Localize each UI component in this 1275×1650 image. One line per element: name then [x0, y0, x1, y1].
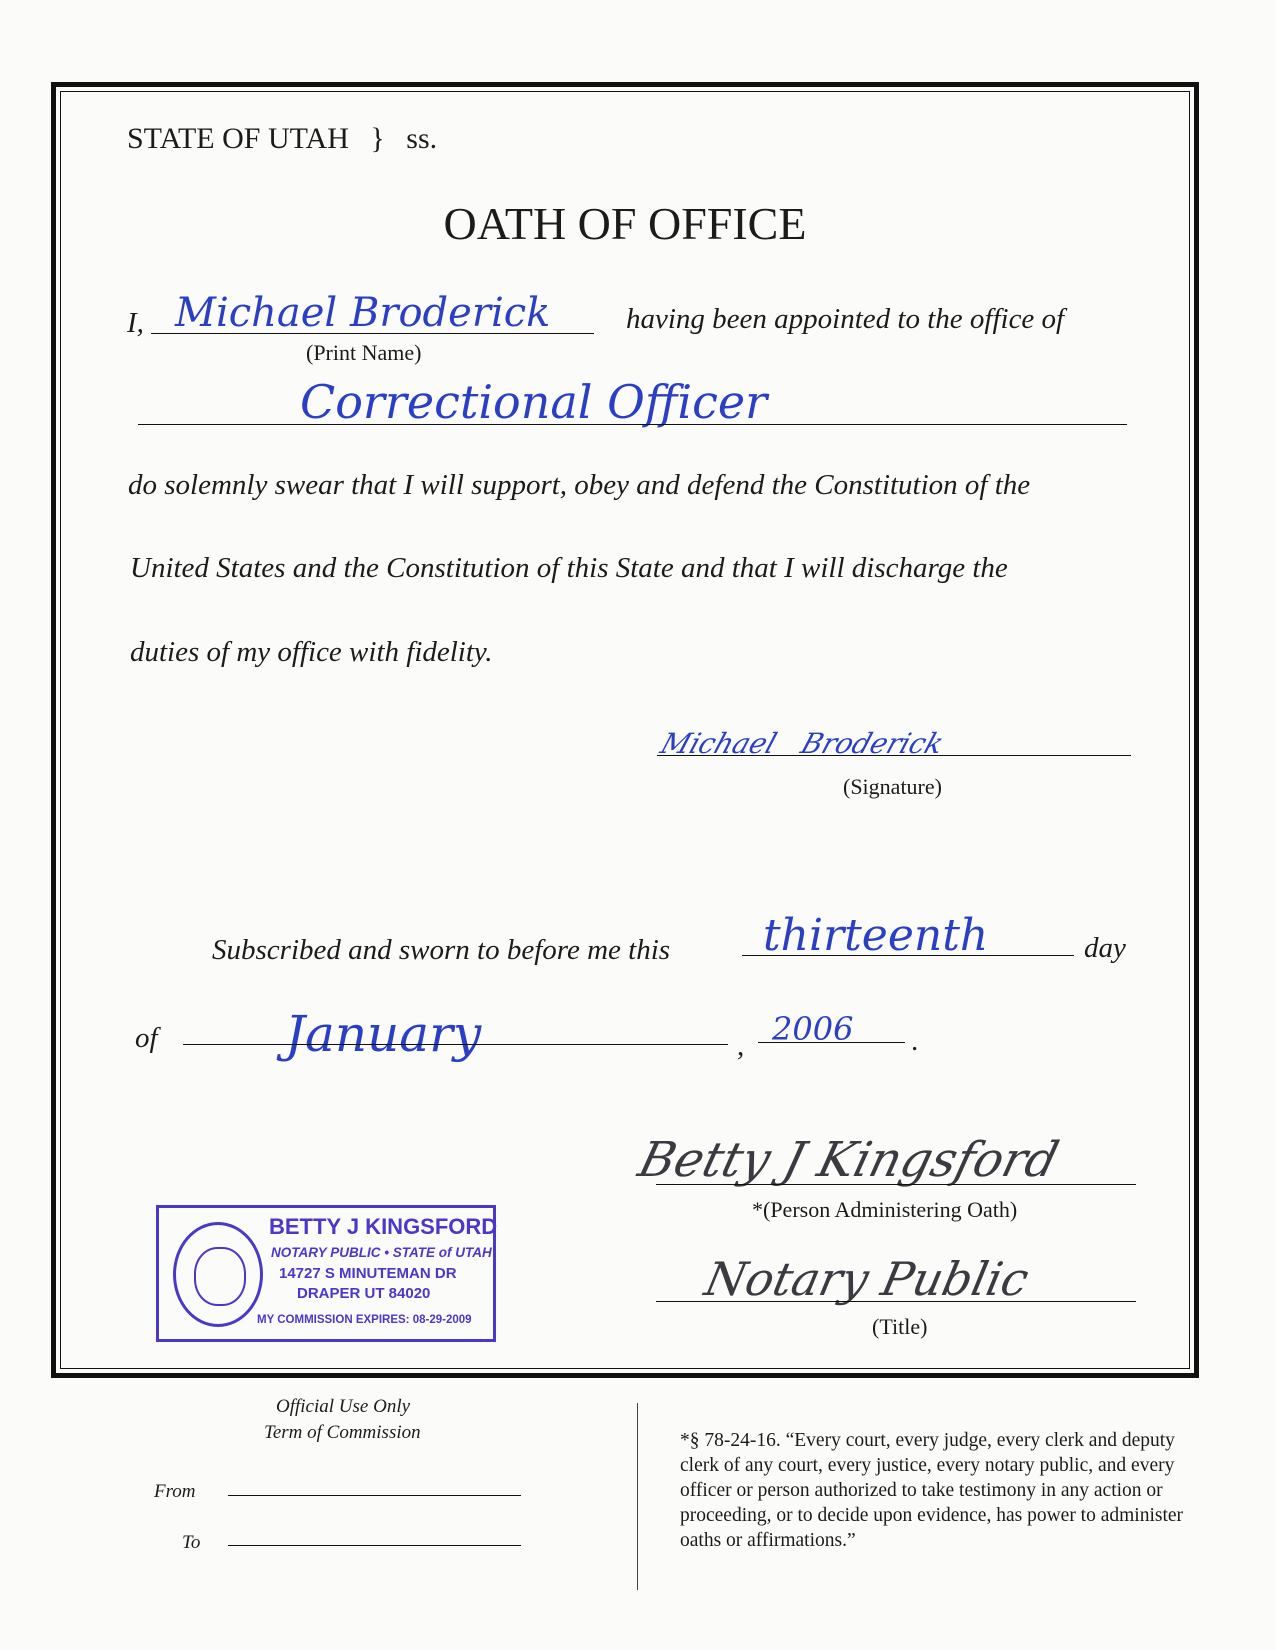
signature-label: (Signature) [843, 774, 942, 799]
stamp-line-4: DRAPER UT 84020 [297, 1285, 431, 1302]
appointed-text: having been appointed to the office of [626, 303, 1065, 335]
title-line [656, 1301, 1136, 1302]
office-handwritten: Correctional Officer [300, 375, 768, 429]
i-prefix: I, [127, 307, 144, 339]
stamp-line-5: MY COMMISSION EXPIRES: 08-29-2009 [257, 1314, 472, 1326]
notary-signature: Betty J Kingsford [633, 1132, 1064, 1188]
office-field-line [138, 424, 1127, 425]
of-label: of [135, 1022, 158, 1054]
lower-divider [637, 1403, 638, 1590]
notary-stamp [156, 1205, 496, 1342]
subscribed-text: Subscribed and sworn to before me this [212, 934, 671, 966]
month-handwritten: January [285, 1005, 482, 1063]
statute-note: *§ 78-24-16. “Every court, every judge, every clerk and deputy clerk of any court, every justice, every notary public, and every officer or person authorized to take testimony in any action or proceeding, or to decide upon evidence, has power to administer oaths or affirmations.” [680, 1430, 1184, 1551]
stamp-line-3: 14727 S MINUTEMAN DR [279, 1265, 457, 1282]
administrator-label: *(Person Administering Oath) [752, 1197, 1018, 1222]
state-heading [127, 122, 437, 156]
brace: } [370, 122, 385, 155]
oath-body-line-1: do solemnly swear that I will support, obey and defend the Constitution of the [128, 469, 1031, 501]
title-label: (Title) [872, 1314, 928, 1339]
oath-taker-signature: Michael Broderick [656, 727, 948, 760]
from-field-line [228, 1495, 521, 1496]
date-period: . [911, 1025, 919, 1057]
official-use-title: Official Use Only [276, 1396, 411, 1417]
stamp-name: BETTY J KINGSFORD [269, 1214, 498, 1239]
oath-body-line-2: United States and the Constitution of this State and that I will discharge the [130, 552, 1008, 584]
to-field-line [228, 1545, 521, 1546]
title-handwritten: Notary Public [700, 1252, 1034, 1306]
ss-label: ss. [406, 122, 438, 155]
state-name: STATE OF UTAH [127, 122, 349, 155]
year-handwritten: 2006 [772, 1010, 854, 1048]
to-label: To [182, 1532, 201, 1553]
stamp-line-2: NOTARY PUBLIC • STATE of UTAH [271, 1245, 492, 1260]
day-label: day [1084, 932, 1126, 964]
oath-body-line-3: duties of my office with fidelity. [130, 636, 493, 668]
state-seal-icon [173, 1222, 263, 1327]
signature-line [657, 755, 1131, 756]
day-field-line [742, 955, 1074, 956]
day-handwritten: thirteenth [763, 910, 989, 961]
administrator-line [656, 1184, 1136, 1185]
official-use-subtitle: Term of Commission [264, 1422, 421, 1443]
page-title: OATH OF OFFICE [443, 198, 807, 249]
date-comma: , [737, 1030, 745, 1062]
month-field-line [183, 1044, 728, 1045]
print-name-label: (Print Name) [306, 340, 422, 365]
from-label: From [154, 1481, 196, 1502]
year-field-line [758, 1042, 905, 1043]
name-handwritten: Michael Broderick [175, 290, 551, 336]
